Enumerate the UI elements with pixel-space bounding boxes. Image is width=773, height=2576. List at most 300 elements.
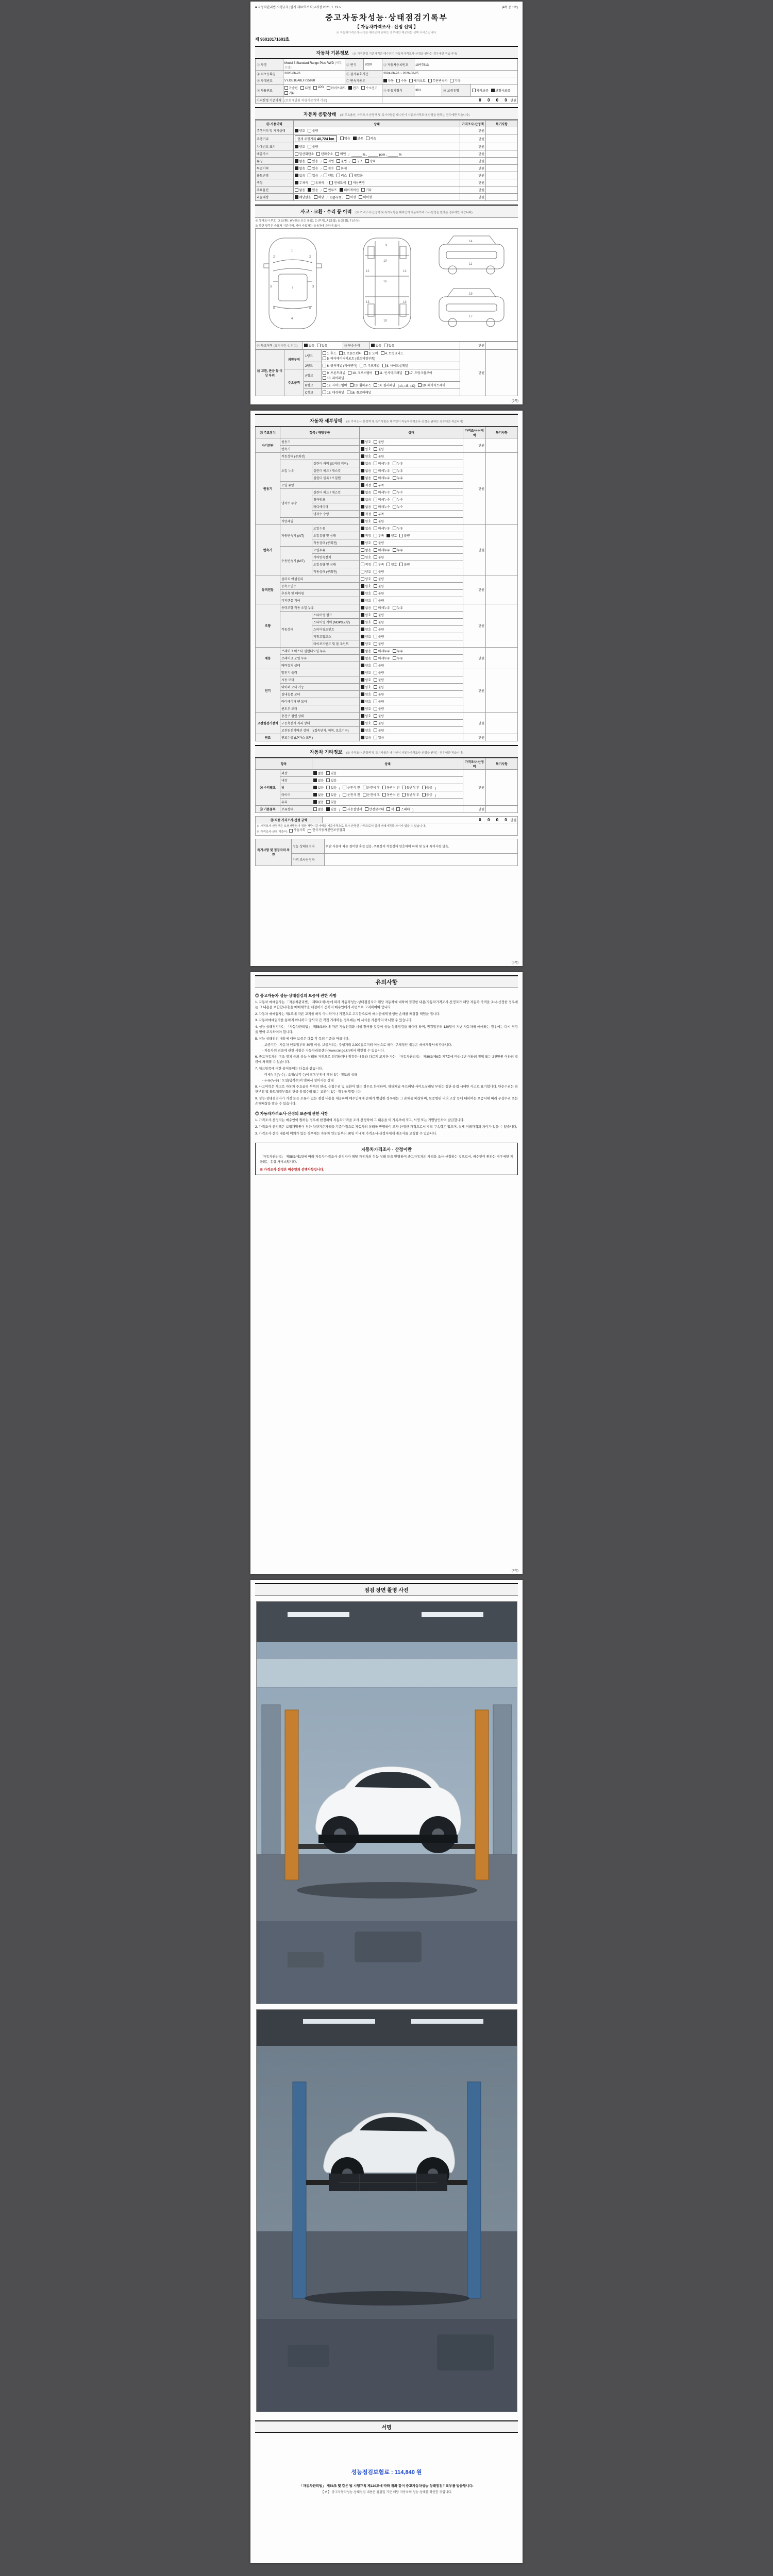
checkbox-option[interactable] bbox=[323, 356, 375, 361]
checkbox[interactable] bbox=[348, 181, 352, 184]
checkbox-option[interactable] bbox=[374, 649, 390, 653]
checkbox-option[interactable] bbox=[374, 512, 384, 516]
checkbox[interactable] bbox=[352, 159, 356, 163]
checkbox[interactable] bbox=[308, 159, 311, 163]
checkbox[interactable] bbox=[374, 534, 377, 537]
checkbox[interactable] bbox=[374, 635, 377, 638]
checkbox[interactable] bbox=[386, 807, 390, 811]
checkbox-option[interactable] bbox=[383, 78, 394, 83]
checkbox-checked[interactable] bbox=[361, 440, 364, 444]
checkbox[interactable] bbox=[374, 707, 377, 710]
checkbox[interactable] bbox=[374, 728, 377, 732]
checkbox-checked[interactable] bbox=[361, 505, 364, 509]
checkbox-option[interactable] bbox=[323, 370, 345, 375]
checkbox[interactable] bbox=[384, 344, 388, 347]
checkbox[interactable] bbox=[363, 793, 366, 796]
checkbox-checked[interactable] bbox=[326, 807, 330, 811]
checkbox[interactable] bbox=[327, 86, 330, 90]
checkbox-option[interactable] bbox=[396, 807, 410, 811]
checkbox[interactable] bbox=[308, 166, 311, 170]
checkbox-checked[interactable] bbox=[361, 541, 364, 545]
checkbox-option[interactable] bbox=[347, 390, 372, 395]
checkbox[interactable] bbox=[361, 563, 364, 566]
checkbox[interactable] bbox=[374, 490, 377, 494]
checkbox-option[interactable] bbox=[374, 735, 384, 740]
checkbox-option[interactable] bbox=[374, 526, 390, 531]
checkbox[interactable] bbox=[374, 591, 377, 595]
checkbox[interactable] bbox=[359, 195, 362, 199]
checkbox[interactable] bbox=[324, 188, 327, 192]
checkbox[interactable] bbox=[323, 391, 326, 394]
checkbox[interactable] bbox=[361, 577, 364, 581]
checkbox-option[interactable] bbox=[393, 605, 403, 610]
checkbox[interactable] bbox=[343, 786, 346, 789]
checkbox-checked[interactable] bbox=[295, 166, 298, 170]
checkbox[interactable] bbox=[361, 548, 364, 552]
checkbox-option[interactable] bbox=[393, 468, 403, 473]
checkbox-checked[interactable] bbox=[361, 527, 364, 530]
checkbox-option[interactable] bbox=[295, 173, 305, 178]
checkbox[interactable] bbox=[289, 829, 293, 833]
checkbox[interactable] bbox=[361, 188, 365, 192]
checkbox-option[interactable] bbox=[323, 390, 344, 395]
checkbox-option[interactable] bbox=[399, 562, 410, 567]
checkbox-checked[interactable] bbox=[383, 79, 387, 82]
checkbox[interactable] bbox=[374, 664, 377, 667]
checkbox-option[interactable] bbox=[393, 461, 403, 466]
checkbox-option[interactable] bbox=[339, 351, 362, 355]
checkbox[interactable] bbox=[381, 351, 384, 355]
checkbox[interactable] bbox=[374, 685, 377, 689]
checkbox[interactable] bbox=[374, 714, 377, 718]
checkbox-option[interactable] bbox=[340, 188, 359, 192]
signature-area[interactable] bbox=[255, 2433, 518, 2466]
checkbox[interactable] bbox=[374, 563, 377, 566]
checkbox[interactable] bbox=[374, 440, 377, 444]
checkbox-option[interactable] bbox=[374, 598, 384, 603]
checkbox-checked[interactable] bbox=[361, 736, 364, 739]
checkbox-checked[interactable] bbox=[361, 728, 364, 732]
checkbox-option[interactable] bbox=[374, 605, 390, 610]
checkbox-option[interactable] bbox=[361, 577, 371, 581]
checkbox[interactable] bbox=[422, 793, 426, 796]
checkbox-option[interactable] bbox=[327, 86, 346, 90]
checkbox[interactable] bbox=[450, 79, 453, 82]
checkbox[interactable] bbox=[323, 371, 326, 375]
checkbox[interactable] bbox=[399, 563, 403, 566]
checkbox[interactable] bbox=[428, 79, 432, 82]
checkbox-option[interactable] bbox=[313, 792, 324, 797]
checkbox-option[interactable] bbox=[300, 86, 311, 90]
checkbox-option[interactable] bbox=[374, 569, 384, 574]
checkbox-option[interactable] bbox=[366, 136, 376, 141]
checkbox-option[interactable] bbox=[374, 670, 384, 675]
checkbox-checked[interactable] bbox=[340, 188, 343, 192]
checkbox-checked[interactable] bbox=[361, 620, 364, 624]
checkbox-option[interactable] bbox=[324, 173, 334, 178]
checkbox-checked[interactable] bbox=[313, 786, 317, 789]
checkbox-option[interactable] bbox=[295, 180, 308, 185]
checkbox-option[interactable] bbox=[386, 533, 397, 538]
checkbox-option[interactable] bbox=[324, 159, 334, 163]
checkbox-option[interactable] bbox=[343, 792, 360, 797]
checkbox-option[interactable] bbox=[361, 454, 371, 459]
checkbox[interactable] bbox=[393, 476, 396, 480]
checkbox-checked[interactable] bbox=[313, 778, 317, 782]
checkbox[interactable] bbox=[393, 548, 396, 552]
checkbox-option[interactable] bbox=[374, 562, 384, 567]
checkbox-option[interactable] bbox=[313, 785, 324, 790]
checkbox-option[interactable] bbox=[337, 173, 347, 178]
checkbox-option[interactable] bbox=[374, 504, 390, 509]
checkbox[interactable] bbox=[374, 527, 377, 530]
checkbox-option[interactable] bbox=[375, 370, 402, 375]
checkbox[interactable] bbox=[409, 79, 413, 82]
checkbox-checked[interactable] bbox=[361, 462, 364, 465]
checkbox[interactable] bbox=[308, 145, 311, 148]
checkbox-option[interactable] bbox=[491, 88, 510, 93]
checkbox-option[interactable] bbox=[313, 807, 324, 811]
checkbox-option[interactable] bbox=[374, 685, 384, 689]
checkbox-option[interactable] bbox=[393, 526, 403, 531]
checkbox-checked[interactable] bbox=[361, 685, 364, 689]
checkbox-checked[interactable] bbox=[361, 606, 364, 609]
checkbox-option[interactable] bbox=[308, 128, 318, 133]
checkbox-option[interactable] bbox=[304, 343, 314, 348]
checkbox-option[interactable] bbox=[399, 533, 410, 538]
checkbox[interactable] bbox=[374, 700, 377, 703]
checkbox-option[interactable] bbox=[374, 656, 390, 660]
checkbox-option[interactable] bbox=[359, 195, 372, 199]
checkbox-checked[interactable] bbox=[386, 534, 390, 537]
checkbox-option[interactable] bbox=[361, 533, 371, 538]
checkbox[interactable] bbox=[313, 86, 317, 90]
checkbox-option[interactable] bbox=[374, 620, 384, 624]
checkbox-option[interactable] bbox=[361, 591, 371, 596]
checkbox-option[interactable] bbox=[361, 461, 371, 466]
checkbox-option[interactable] bbox=[361, 649, 371, 653]
checkbox-checked[interactable] bbox=[361, 599, 364, 602]
checkbox[interactable] bbox=[365, 159, 369, 163]
checkbox-option[interactable] bbox=[374, 634, 384, 639]
checkbox[interactable] bbox=[374, 476, 377, 480]
checkbox-option[interactable] bbox=[326, 792, 337, 797]
checkbox-checked[interactable] bbox=[361, 591, 364, 595]
checkbox-option[interactable] bbox=[374, 468, 390, 473]
checkbox[interactable] bbox=[422, 786, 426, 789]
checkbox-checked[interactable] bbox=[361, 476, 364, 480]
checkbox[interactable] bbox=[308, 129, 311, 132]
checkbox-option[interactable] bbox=[295, 188, 305, 192]
checkbox[interactable] bbox=[374, 541, 377, 545]
checkbox-checked[interactable] bbox=[361, 664, 364, 667]
checkbox-option[interactable] bbox=[374, 663, 384, 668]
checkbox-option[interactable] bbox=[374, 706, 384, 711]
checkbox-option[interactable] bbox=[382, 785, 399, 790]
checkbox[interactable] bbox=[295, 188, 298, 192]
checkbox-option[interactable] bbox=[323, 383, 347, 387]
checkbox[interactable] bbox=[393, 656, 396, 660]
checkbox[interactable] bbox=[363, 786, 366, 789]
checkbox-option[interactable] bbox=[374, 584, 384, 588]
checkbox[interactable] bbox=[360, 364, 363, 367]
checkbox-option[interactable] bbox=[374, 641, 384, 646]
checkbox-option[interactable] bbox=[361, 627, 371, 632]
checkbox-option[interactable] bbox=[361, 188, 372, 192]
checkbox[interactable] bbox=[393, 606, 396, 609]
checkbox-checked[interactable] bbox=[361, 613, 364, 617]
checkbox-option[interactable] bbox=[393, 504, 403, 509]
checkbox[interactable] bbox=[374, 519, 377, 523]
checkbox-option[interactable] bbox=[361, 490, 371, 495]
checkbox-option[interactable] bbox=[335, 151, 346, 156]
checkbox-option[interactable] bbox=[349, 173, 363, 178]
checkbox[interactable] bbox=[393, 505, 396, 509]
checkbox[interactable] bbox=[361, 555, 364, 559]
checkbox-checked[interactable] bbox=[361, 498, 364, 501]
checkbox[interactable] bbox=[393, 462, 396, 465]
checkbox-checked[interactable] bbox=[361, 635, 364, 638]
checkbox-option[interactable] bbox=[361, 634, 371, 639]
checkbox[interactable] bbox=[343, 807, 346, 811]
checkbox-option[interactable] bbox=[313, 771, 324, 775]
checkbox[interactable] bbox=[374, 584, 377, 588]
checkbox-option[interactable] bbox=[374, 555, 384, 560]
checkbox[interactable] bbox=[374, 678, 377, 682]
checkbox[interactable] bbox=[361, 86, 365, 90]
checkbox-option[interactable] bbox=[374, 677, 384, 682]
checkbox-option[interactable] bbox=[450, 78, 460, 83]
checkbox-checked[interactable] bbox=[361, 721, 364, 725]
checkbox-option[interactable] bbox=[361, 86, 378, 90]
checkbox[interactable] bbox=[349, 174, 353, 177]
checkbox-option[interactable] bbox=[326, 180, 346, 185]
checkbox[interactable] bbox=[374, 606, 377, 609]
checkbox-checked[interactable] bbox=[361, 707, 364, 710]
checkbox[interactable] bbox=[326, 771, 330, 775]
checkbox-option[interactable] bbox=[374, 519, 384, 523]
checkbox[interactable] bbox=[374, 469, 377, 472]
checkbox[interactable] bbox=[339, 351, 343, 355]
checkbox-checked[interactable] bbox=[361, 700, 364, 703]
checkbox-option[interactable] bbox=[323, 363, 357, 368]
checkbox-option[interactable] bbox=[361, 670, 371, 675]
checkbox[interactable] bbox=[335, 152, 339, 156]
checkbox[interactable] bbox=[374, 512, 377, 516]
checkbox[interactable] bbox=[374, 620, 377, 624]
checkbox[interactable] bbox=[324, 166, 327, 170]
checkbox-checked[interactable] bbox=[295, 129, 298, 132]
checkbox[interactable] bbox=[337, 174, 340, 177]
checkbox[interactable] bbox=[295, 152, 298, 156]
checkbox-option[interactable] bbox=[393, 548, 403, 552]
checkbox-option[interactable] bbox=[393, 490, 403, 495]
checkbox[interactable] bbox=[374, 570, 377, 573]
checkbox-option[interactable] bbox=[374, 483, 384, 487]
checkbox[interactable] bbox=[393, 469, 396, 472]
checkbox-option[interactable] bbox=[381, 351, 404, 355]
checkbox-checked[interactable] bbox=[304, 344, 308, 347]
checkbox-option[interactable] bbox=[361, 548, 371, 552]
checkbox-option[interactable] bbox=[374, 383, 395, 387]
checkbox[interactable] bbox=[366, 137, 369, 140]
checkbox[interactable] bbox=[324, 174, 327, 177]
checkbox[interactable] bbox=[374, 628, 377, 631]
checkbox-option[interactable] bbox=[374, 490, 390, 495]
checkbox-option[interactable] bbox=[361, 663, 371, 668]
checkbox[interactable] bbox=[374, 577, 377, 581]
checkbox[interactable] bbox=[374, 736, 377, 739]
checkbox-option[interactable] bbox=[374, 439, 384, 444]
checkbox-option[interactable] bbox=[346, 195, 356, 199]
checkbox-option[interactable] bbox=[428, 78, 447, 83]
checkbox[interactable] bbox=[393, 498, 396, 501]
checkbox-option[interactable] bbox=[323, 376, 344, 380]
checkbox[interactable] bbox=[374, 649, 377, 653]
checkbox-option[interactable] bbox=[409, 78, 426, 83]
checkbox-option[interactable] bbox=[374, 714, 384, 718]
checkbox-checked[interactable] bbox=[361, 649, 364, 653]
checkbox-option[interactable] bbox=[308, 144, 318, 149]
checkbox[interactable] bbox=[374, 483, 377, 487]
checkbox-option[interactable] bbox=[326, 807, 337, 811]
checkbox-option[interactable] bbox=[308, 188, 318, 192]
checkbox-checked[interactable] bbox=[361, 454, 364, 458]
checkbox[interactable] bbox=[326, 181, 333, 185]
checkbox[interactable] bbox=[284, 86, 288, 90]
checkbox-checked[interactable] bbox=[295, 195, 298, 199]
checkbox[interactable] bbox=[316, 152, 320, 156]
checkbox[interactable] bbox=[313, 807, 317, 811]
checkbox-checked[interactable] bbox=[308, 188, 311, 192]
checkbox-option[interactable] bbox=[361, 447, 371, 451]
checkbox[interactable] bbox=[418, 383, 422, 387]
checkbox[interactable] bbox=[374, 555, 377, 559]
checkbox[interactable] bbox=[374, 599, 377, 602]
checkbox-option[interactable] bbox=[361, 677, 371, 682]
checkbox[interactable] bbox=[300, 86, 304, 90]
checkbox[interactable] bbox=[314, 195, 317, 199]
checkbox-option[interactable] bbox=[284, 91, 295, 95]
checkbox-option[interactable] bbox=[361, 721, 371, 725]
checkbox[interactable] bbox=[364, 351, 368, 355]
checkbox[interactable] bbox=[347, 391, 350, 394]
checkbox-option[interactable] bbox=[308, 159, 318, 163]
checkbox-option[interactable] bbox=[361, 685, 371, 689]
checkbox-option[interactable] bbox=[284, 86, 298, 90]
checkbox-option[interactable] bbox=[313, 778, 324, 783]
checkbox-option[interactable] bbox=[374, 461, 390, 466]
checkbox-option[interactable] bbox=[295, 151, 314, 156]
checkbox-option[interactable] bbox=[308, 173, 318, 178]
checkbox-option[interactable] bbox=[365, 807, 384, 811]
checkbox-option[interactable] bbox=[382, 363, 408, 368]
checkbox-option[interactable] bbox=[343, 785, 360, 790]
checkbox-checked[interactable] bbox=[371, 344, 375, 347]
checkbox-option[interactable] bbox=[361, 656, 371, 660]
checkbox[interactable] bbox=[374, 613, 377, 617]
checkbox-option[interactable] bbox=[340, 136, 350, 141]
checkbox[interactable] bbox=[393, 649, 396, 653]
checkbox-checked[interactable] bbox=[361, 714, 364, 718]
checkbox-option[interactable] bbox=[295, 144, 305, 149]
checkbox-checked[interactable] bbox=[361, 519, 364, 523]
checkbox[interactable] bbox=[374, 656, 377, 660]
checkbox-option[interactable] bbox=[361, 641, 371, 646]
checkbox-option[interactable] bbox=[324, 188, 337, 192]
checkbox-option[interactable] bbox=[402, 785, 419, 790]
checkbox-option[interactable] bbox=[374, 613, 384, 617]
checkbox-option[interactable] bbox=[289, 828, 306, 833]
checkbox-option[interactable] bbox=[337, 166, 347, 171]
checkbox-option[interactable] bbox=[313, 800, 324, 804]
checkbox-option[interactable] bbox=[361, 714, 371, 718]
checkbox-option[interactable] bbox=[313, 86, 324, 90]
checkbox-checked[interactable] bbox=[361, 628, 364, 631]
checkbox[interactable] bbox=[396, 79, 400, 82]
checkbox-option[interactable] bbox=[393, 649, 403, 653]
checkbox-option[interactable] bbox=[365, 159, 376, 163]
checkbox-checked[interactable] bbox=[361, 642, 364, 646]
checkbox-option[interactable] bbox=[317, 343, 327, 348]
checkbox[interactable] bbox=[326, 793, 330, 796]
checkbox[interactable] bbox=[399, 534, 403, 537]
checkbox-checked[interactable] bbox=[361, 483, 364, 487]
checkbox[interactable] bbox=[393, 527, 396, 530]
checkbox-option[interactable] bbox=[295, 128, 305, 133]
checkbox-option[interactable] bbox=[374, 497, 390, 502]
checkbox-option[interactable] bbox=[361, 483, 371, 487]
checkbox-option[interactable] bbox=[360, 363, 379, 368]
checkbox-option[interactable] bbox=[361, 497, 371, 502]
checkbox-option[interactable] bbox=[405, 370, 432, 375]
checkbox[interactable] bbox=[308, 174, 311, 177]
checkbox[interactable] bbox=[326, 800, 330, 804]
checkbox-option[interactable] bbox=[363, 792, 380, 797]
checkbox-option[interactable] bbox=[324, 166, 334, 171]
checkbox-option[interactable] bbox=[386, 807, 394, 811]
checkbox-checked[interactable] bbox=[313, 800, 317, 804]
checkbox[interactable] bbox=[402, 793, 406, 796]
checkbox-checked[interactable] bbox=[348, 86, 352, 90]
checkbox-option[interactable] bbox=[361, 735, 371, 740]
checkbox-option[interactable] bbox=[386, 562, 397, 567]
checkbox[interactable] bbox=[374, 383, 377, 387]
checkbox-option[interactable] bbox=[363, 785, 380, 790]
checkbox-checked[interactable] bbox=[361, 692, 364, 696]
checkbox-option[interactable] bbox=[422, 785, 432, 790]
checkbox[interactable] bbox=[374, 498, 377, 501]
checkbox-checked[interactable] bbox=[491, 89, 495, 92]
checkbox[interactable] bbox=[324, 159, 327, 163]
checkbox-option[interactable] bbox=[374, 540, 384, 545]
checkbox-checked[interactable] bbox=[313, 771, 317, 775]
checkbox-checked[interactable] bbox=[361, 678, 364, 682]
checkbox-option[interactable] bbox=[348, 370, 373, 375]
checkbox-option[interactable] bbox=[384, 343, 394, 348]
checkbox-checked[interactable] bbox=[361, 447, 364, 451]
checkbox[interactable] bbox=[375, 371, 379, 375]
checkbox-option[interactable] bbox=[393, 497, 403, 502]
checkbox-option[interactable] bbox=[361, 699, 371, 704]
checkbox-checked[interactable] bbox=[361, 512, 364, 516]
checkbox-option[interactable] bbox=[374, 627, 384, 632]
checkbox[interactable] bbox=[374, 447, 377, 451]
checkbox-option[interactable] bbox=[295, 195, 311, 199]
checkbox[interactable] bbox=[374, 692, 377, 696]
checkbox-option[interactable] bbox=[361, 526, 371, 531]
checkbox-option[interactable] bbox=[361, 728, 371, 733]
